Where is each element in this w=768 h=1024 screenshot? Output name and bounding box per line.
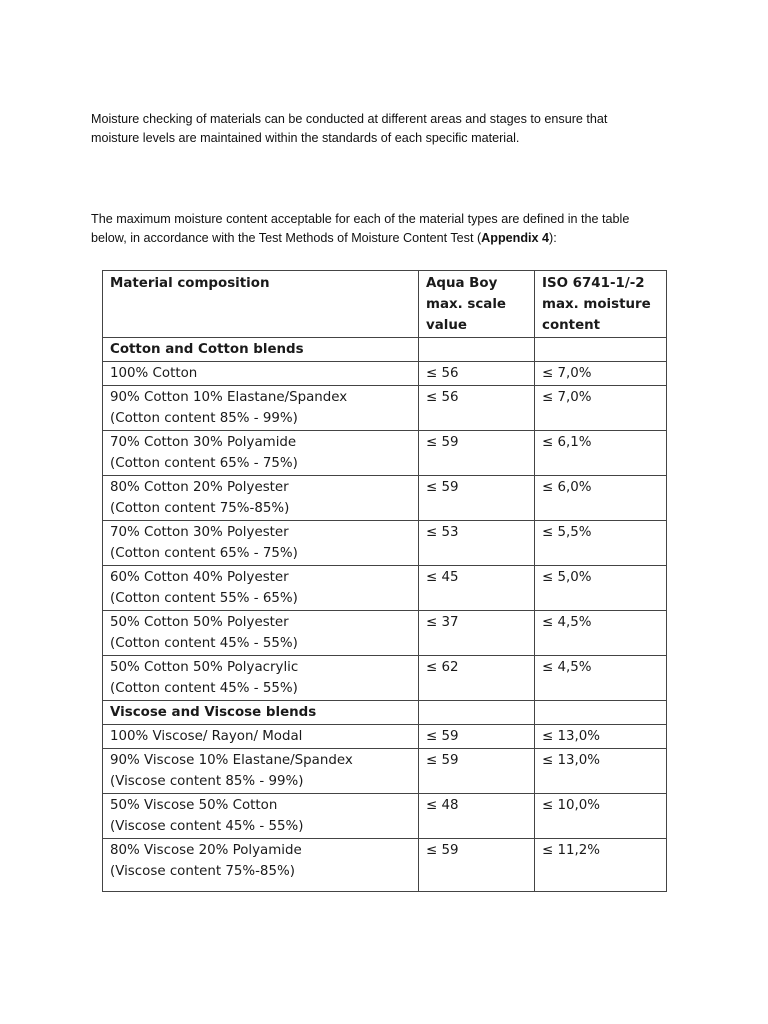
iso-moisture-value: ≤ 6,1% (535, 431, 667, 476)
table-row (103, 725, 667, 749)
material-name: 80% Cotton 20% Polyester (110, 480, 289, 495)
aqua-boy-value: ≤ 37 (419, 611, 535, 656)
section-header-row (103, 701, 667, 725)
iso-moisture-value: ≤ 5,0% (535, 566, 667, 611)
material-cell (103, 521, 419, 566)
material-cell (103, 839, 419, 892)
material-cell (103, 794, 419, 839)
section-empty-cell (419, 701, 535, 725)
section-title: Cotton and Cotton blends (103, 338, 419, 362)
header-material-composition: Material composition (103, 271, 419, 338)
table-row (103, 476, 667, 521)
intro-line-2: moisture levels are maintained within the standards of each specific material. (91, 131, 520, 145)
material-content-range: (Viscose content 45% - 55%) (110, 819, 304, 834)
iso-moisture-value: ≤ 4,5% (535, 656, 667, 701)
aqua-boy-value: ≤ 59 (419, 476, 535, 521)
iso-moisture-value: ≤ 13,0% (535, 749, 667, 794)
header-iso-line-3: content (542, 318, 601, 333)
table-header-row (103, 271, 667, 338)
material-name: 70% Cotton 30% Polyester (110, 525, 289, 540)
table-intro-paragraph (91, 210, 681, 248)
material-content-range: (Cotton content 55% - 65%) (110, 591, 298, 606)
iso-moisture-value: ≤ 13,0% (535, 725, 667, 749)
table-row (103, 521, 667, 566)
iso-moisture-value: ≤ 4,5% (535, 611, 667, 656)
material-cell (103, 725, 419, 749)
aqua-boy-value: ≤ 53 (419, 521, 535, 566)
aqua-boy-value: ≤ 59 (419, 431, 535, 476)
material-name: 100% Cotton (110, 366, 198, 381)
iso-moisture-value: ≤ 7,0% (535, 362, 667, 386)
table-intro-suffix: ): (549, 231, 557, 245)
header-iso-line-2: max. moisture (542, 297, 651, 312)
table-row (103, 839, 667, 892)
aqua-boy-value: ≤ 56 (419, 362, 535, 386)
table-row (103, 386, 667, 431)
table-row (103, 362, 667, 386)
material-cell (103, 566, 419, 611)
intro-paragraph (91, 110, 681, 148)
material-content-range: (Cotton content 65% - 75%) (110, 546, 298, 561)
material-cell (103, 656, 419, 701)
material-name: 90% Viscose 10% Elastane/Spandex (110, 753, 353, 768)
iso-moisture-value: ≤ 10,0% (535, 794, 667, 839)
section-title: Viscose and Viscose blends (103, 701, 419, 725)
aqua-boy-value: ≤ 48 (419, 794, 535, 839)
table-intro-line-2 (91, 229, 681, 248)
material-content-range: (Cotton content 45% - 55%) (110, 636, 298, 651)
material-content-range: (Cotton content 85% - 99%) (110, 411, 298, 426)
material-name: 80% Viscose 20% Polyamide (110, 843, 302, 858)
header-aqua-boy-line-2: max. scale (426, 297, 506, 312)
iso-moisture-value: ≤ 7,0% (535, 386, 667, 431)
material-cell (103, 431, 419, 476)
aqua-boy-value: ≤ 56 (419, 386, 535, 431)
material-cell (103, 362, 419, 386)
material-name: 100% Viscose/ Rayon/ Modal (110, 729, 303, 744)
material-name: 50% Viscose 50% Cotton (110, 798, 278, 813)
material-name: 70% Cotton 30% Polyamide (110, 435, 297, 450)
intro-line-1: Moisture checking of materials can be conducted at different areas and stages to ensure that (91, 112, 608, 126)
section-header-row (103, 338, 667, 362)
table-row (103, 656, 667, 701)
table-row (103, 794, 667, 839)
table-row (103, 431, 667, 476)
table-intro-line-1: The maximum moisture content acceptable for each of the material types are defined in the table (91, 212, 630, 226)
material-name: 50% Cotton 50% Polyester (110, 615, 289, 630)
material-name: 60% Cotton 40% Polyester (110, 570, 289, 585)
material-name: 50% Cotton 50% Polyacrylic (110, 660, 299, 675)
section-empty-cell (535, 701, 667, 725)
table-row (103, 611, 667, 656)
moisture-content-table (102, 270, 667, 892)
aqua-boy-value: ≤ 59 (419, 749, 535, 794)
section-empty-cell (419, 338, 535, 362)
appendix-reference: Appendix 4 (481, 231, 550, 245)
material-cell (103, 476, 419, 521)
material-cell (103, 749, 419, 794)
header-aqua-boy-line-1: Aqua Boy (426, 276, 498, 291)
material-cell (103, 611, 419, 656)
header-iso (535, 271, 667, 338)
material-content-range: (Cotton content 75%-85%) (110, 501, 290, 516)
aqua-boy-value: ≤ 62 (419, 656, 535, 701)
material-content-range: (Viscose content 85% - 99%) (110, 774, 304, 789)
material-content-range: (Cotton content 65% - 75%) (110, 456, 298, 471)
table-intro-prefix: below, in accordance with the Test Methods of Moisture Content Test ( (91, 231, 482, 245)
iso-moisture-value: ≤ 5,5% (535, 521, 667, 566)
iso-moisture-value: ≤ 6,0% (535, 476, 667, 521)
material-content-range: (Viscose content 75%-85%) (110, 864, 295, 879)
material-name: 90% Cotton 10% Elastane/Spandex (110, 390, 348, 405)
aqua-boy-value: ≤ 59 (419, 725, 535, 749)
table-row (103, 566, 667, 611)
table-row (103, 749, 667, 794)
material-cell (103, 386, 419, 431)
material-content-range: (Cotton content 45% - 55%) (110, 681, 298, 696)
aqua-boy-value: ≤ 45 (419, 566, 535, 611)
header-aqua-boy-line-3: value (426, 318, 467, 333)
aqua-boy-value: ≤ 59 (419, 839, 535, 892)
header-iso-line-1: ISO 6741-1/-2 (542, 276, 645, 291)
section-empty-cell (535, 338, 667, 362)
header-aqua-boy (419, 271, 535, 338)
iso-moisture-value: ≤ 11,2% (535, 839, 667, 892)
